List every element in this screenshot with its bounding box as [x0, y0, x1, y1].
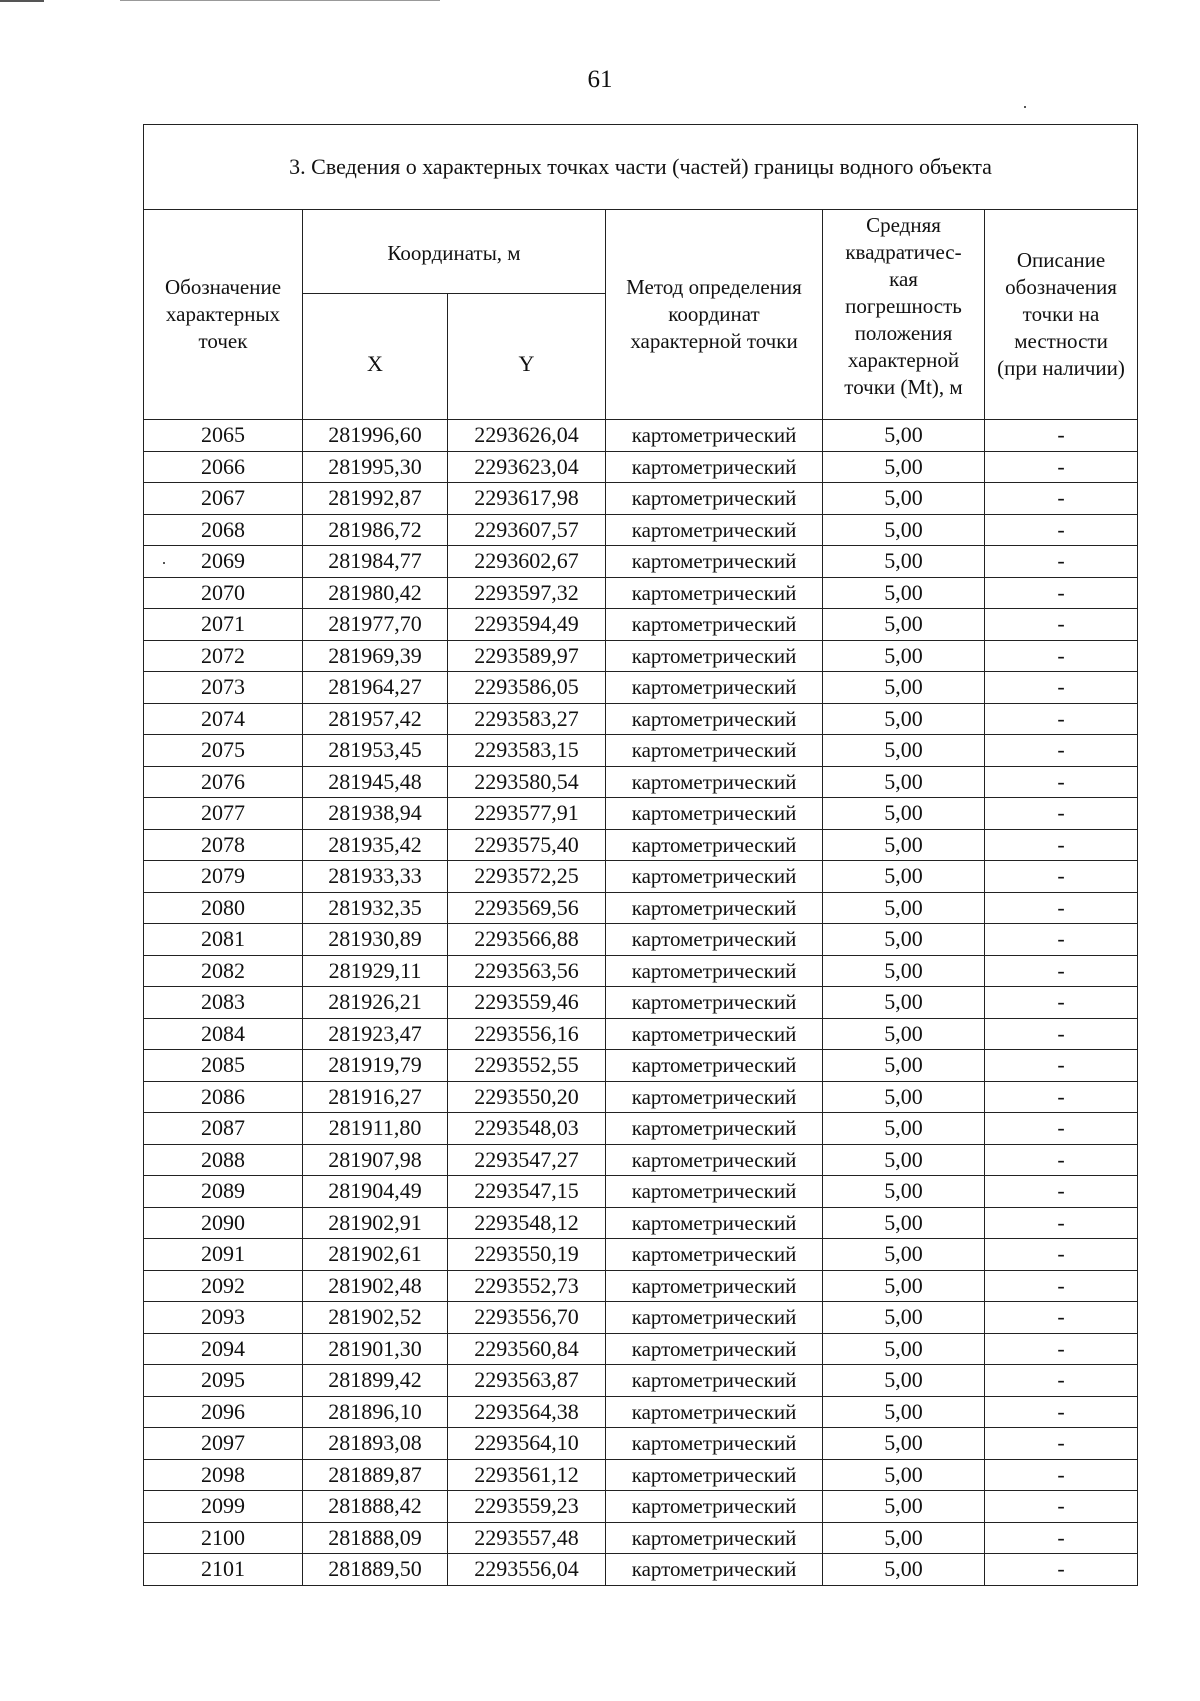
table-row [144, 1081, 1138, 1113]
method-cell: картометрический [606, 735, 823, 767]
table-title: 3. Сведения о характерных точках части (частей) границы водного объекта [144, 125, 1138, 210]
table-row [144, 672, 1138, 704]
description-cell: - [985, 1333, 1138, 1365]
y-coordinate-cell: 2293564,38 [448, 1396, 606, 1428]
x-coordinate-cell: 281929,11 [303, 955, 448, 987]
accuracy-cell: 5,00 [823, 1491, 985, 1523]
y-coordinate-cell: 2293560,84 [448, 1333, 606, 1365]
method-cell: картометрический [606, 514, 823, 546]
accuracy-cell: 5,00 [823, 1144, 985, 1176]
y-coordinate-cell: 2293617,98 [448, 483, 606, 515]
y-coordinate-cell: 2293602,67 [448, 546, 606, 578]
accuracy-cell: 5,00 [823, 1270, 985, 1302]
y-coordinate-cell: 2293563,56 [448, 955, 606, 987]
method-cell: картометрический [606, 1365, 823, 1397]
description-cell: - [985, 955, 1138, 987]
description-cell: - [985, 703, 1138, 735]
method-cell: картометрический [606, 1270, 823, 1302]
table-row [144, 1428, 1138, 1460]
accuracy-cell: 5,00 [823, 924, 985, 956]
point-cell: 2075 [144, 735, 303, 767]
scan-edge-line [0, 0, 44, 2]
boundary-points-table [143, 124, 1138, 1586]
x-coordinate-cell: 281919,79 [303, 1050, 448, 1082]
method-cell: картометрический [606, 1554, 823, 1586]
x-coordinate-cell: 281977,70 [303, 609, 448, 641]
point-cell: 2081 [144, 924, 303, 956]
description-cell: - [985, 514, 1138, 546]
description-cell: - [985, 798, 1138, 830]
y-coordinate-cell: 2293572,25 [448, 861, 606, 893]
accuracy-cell: 5,00 [823, 483, 985, 515]
table-row [144, 1459, 1138, 1491]
description-cell: - [985, 1270, 1138, 1302]
accuracy-cell: 5,00 [823, 798, 985, 830]
point-designation-header: Обозначение характерных точек [144, 210, 303, 420]
method-cell: картометрический [606, 1207, 823, 1239]
accuracy-cell: 5,00 [823, 1428, 985, 1460]
description-cell: - [985, 766, 1138, 798]
point-cell: 2100 [144, 1522, 303, 1554]
y-coordinate-cell: 2293559,46 [448, 987, 606, 1019]
description-cell: - [985, 451, 1138, 483]
point-cell: 2068 [144, 514, 303, 546]
description-cell: - [985, 577, 1138, 609]
description-cell: - [985, 1176, 1138, 1208]
x-coordinate-cell: 281980,42 [303, 577, 448, 609]
point-cell: 2091 [144, 1239, 303, 1271]
method-cell: картометрический [606, 1050, 823, 1082]
scan-dot [1024, 106, 1026, 108]
table-row [144, 577, 1138, 609]
x-coordinate-cell: 281935,42 [303, 829, 448, 861]
description-cell: - [985, 892, 1138, 924]
point-cell: 2076 [144, 766, 303, 798]
y-coordinate-cell: 2293561,12 [448, 1459, 606, 1491]
method-cell: картометрический [606, 829, 823, 861]
x-coordinate-cell: 281933,33 [303, 861, 448, 893]
y-coordinate-cell: 2293557,48 [448, 1522, 606, 1554]
point-cell: 2080 [144, 892, 303, 924]
x-coordinate-cell: 281902,48 [303, 1270, 448, 1302]
point-cell: 2088 [144, 1144, 303, 1176]
table-row [144, 1050, 1138, 1082]
accuracy-cell: 5,00 [823, 829, 985, 861]
y-coordinate-cell: 2293580,54 [448, 766, 606, 798]
description-header: Описание обозначения точки на местности (при наличии) [985, 210, 1138, 420]
table-row [144, 451, 1138, 483]
point-cell: 2071 [144, 609, 303, 641]
method-cell: картометрический [606, 1239, 823, 1271]
accuracy-cell: 5,00 [823, 1113, 985, 1145]
method-header: Метод определения координат характерной точки [606, 210, 823, 420]
table-row [144, 1239, 1138, 1271]
table-row [144, 514, 1138, 546]
description-cell: - [985, 1365, 1138, 1397]
method-cell: картометрический [606, 703, 823, 735]
method-cell: картометрический [606, 1018, 823, 1050]
table-row [144, 1365, 1138, 1397]
method-cell: картометрический [606, 798, 823, 830]
description-cell: - [985, 483, 1138, 515]
description-cell: - [985, 861, 1138, 893]
method-cell: картометрический [606, 892, 823, 924]
x-coordinate-cell: 281938,94 [303, 798, 448, 830]
table-row [144, 1333, 1138, 1365]
point-cell: 2073 [144, 672, 303, 704]
x-coordinate-cell: 281984,77 [303, 546, 448, 578]
x-coordinate-cell: 281893,08 [303, 1428, 448, 1460]
x-coordinate-cell: 281992,87 [303, 483, 448, 515]
description-cell: - [985, 1081, 1138, 1113]
table-row [144, 1144, 1138, 1176]
coordinates-header: Координаты, м [303, 210, 606, 294]
y-coordinate-cell: 2293566,88 [448, 924, 606, 956]
page-number: 61 [587, 66, 613, 93]
table-row [144, 798, 1138, 830]
accuracy-cell: 5,00 [823, 1333, 985, 1365]
accuracy-cell: 5,00 [823, 420, 985, 452]
point-cell: 2074 [144, 703, 303, 735]
table-row [144, 1554, 1138, 1586]
table-row [144, 955, 1138, 987]
method-cell: картометрический [606, 955, 823, 987]
accuracy-cell: 5,00 [823, 766, 985, 798]
point-cell: 2085 [144, 1050, 303, 1082]
y-coordinate-cell: 2293550,20 [448, 1081, 606, 1113]
point-cell: 2084 [144, 1018, 303, 1050]
accuracy-cell: 5,00 [823, 1365, 985, 1397]
description-cell: - [985, 1239, 1138, 1271]
table-row [144, 1018, 1138, 1050]
y-coordinate-cell: 2293550,19 [448, 1239, 606, 1271]
table-row [144, 892, 1138, 924]
method-cell: картометрический [606, 1081, 823, 1113]
accuracy-cell: 5,00 [823, 987, 985, 1019]
point-cell: 2096 [144, 1396, 303, 1428]
method-cell: картометрический [606, 1333, 823, 1365]
accuracy-cell: 5,00 [823, 1522, 985, 1554]
x-coordinate-cell: 281902,61 [303, 1239, 448, 1271]
y-coordinate-cell: 2293548,12 [448, 1207, 606, 1239]
accuracy-cell: 5,00 [823, 861, 985, 893]
description-cell: - [985, 1554, 1138, 1586]
x-coordinate-cell: 281888,09 [303, 1522, 448, 1554]
accuracy-header: Средняя квадратичес-кая погрешность положения характерной точки (Mt), м [823, 210, 985, 420]
description-cell: - [985, 1428, 1138, 1460]
point-cell: 2092 [144, 1270, 303, 1302]
x-coordinate-cell: 281888,42 [303, 1491, 448, 1523]
description-cell: - [985, 1050, 1138, 1082]
table-row [144, 420, 1138, 452]
x-coordinate-cell: 281930,89 [303, 924, 448, 956]
accuracy-cell: 5,00 [823, 735, 985, 767]
x-coordinate-cell: 281889,50 [303, 1554, 448, 1586]
description-cell: - [985, 672, 1138, 704]
y-coordinate-cell: 2293556,16 [448, 1018, 606, 1050]
description-cell: - [985, 1491, 1138, 1523]
point-cell: 2082 [144, 955, 303, 987]
accuracy-cell: 5,00 [823, 955, 985, 987]
x-coordinate-cell: 281995,30 [303, 451, 448, 483]
table-title-row [144, 125, 1138, 210]
method-cell: картометрический [606, 483, 823, 515]
y-coordinate-cell: 2293589,97 [448, 640, 606, 672]
accuracy-cell: 5,00 [823, 577, 985, 609]
accuracy-cell: 5,00 [823, 1207, 985, 1239]
table-row [144, 1207, 1138, 1239]
method-cell: картометрический [606, 924, 823, 956]
description-cell: - [985, 1459, 1138, 1491]
description-cell: - [985, 1113, 1138, 1145]
method-cell: картометрический [606, 1113, 823, 1145]
y-coordinate-cell: 2293583,15 [448, 735, 606, 767]
description-cell: - [985, 546, 1138, 578]
description-cell: - [985, 829, 1138, 861]
accuracy-cell: 5,00 [823, 1459, 985, 1491]
accuracy-cell: 5,00 [823, 514, 985, 546]
x-coordinate-cell: 281945,48 [303, 766, 448, 798]
x-coordinate-cell: 281996,60 [303, 420, 448, 452]
point-cell: 2087 [144, 1113, 303, 1145]
x-coordinate-cell: 281923,47 [303, 1018, 448, 1050]
x-coordinate-cell: 281916,27 [303, 1081, 448, 1113]
table-row [144, 546, 1138, 578]
y-coordinate-cell: 2293594,49 [448, 609, 606, 641]
x-header: X [303, 294, 448, 420]
x-coordinate-cell: 281964,27 [303, 672, 448, 704]
point-cell: 2066 [144, 451, 303, 483]
x-coordinate-cell: 281896,10 [303, 1396, 448, 1428]
y-coordinate-cell: 2293577,91 [448, 798, 606, 830]
point-cell: 2095 [144, 1365, 303, 1397]
x-coordinate-cell: 281957,42 [303, 703, 448, 735]
point-cell: 2069 [144, 546, 303, 578]
table-row [144, 1491, 1138, 1523]
x-coordinate-cell: 281904,49 [303, 1176, 448, 1208]
table-row [144, 1270, 1138, 1302]
method-cell: картометрический [606, 546, 823, 578]
table-row [144, 735, 1138, 767]
y-coordinate-cell: 2293564,10 [448, 1428, 606, 1460]
description-cell: - [985, 640, 1138, 672]
description-cell: - [985, 1207, 1138, 1239]
description-cell: - [985, 1302, 1138, 1334]
y-coordinate-cell: 2293559,23 [448, 1491, 606, 1523]
x-coordinate-cell: 281969,39 [303, 640, 448, 672]
x-coordinate-cell: 281986,72 [303, 514, 448, 546]
table-row [144, 1302, 1138, 1334]
accuracy-cell: 5,00 [823, 1302, 985, 1334]
table-row [144, 703, 1138, 735]
x-coordinate-cell: 281926,21 [303, 987, 448, 1019]
y-coordinate-cell: 2293607,57 [448, 514, 606, 546]
accuracy-cell: 5,00 [823, 1081, 985, 1113]
y-coordinate-cell: 2293563,87 [448, 1365, 606, 1397]
x-coordinate-cell: 281953,45 [303, 735, 448, 767]
x-coordinate-cell: 281902,91 [303, 1207, 448, 1239]
table-row [144, 924, 1138, 956]
accuracy-cell: 5,00 [823, 546, 985, 578]
table-row [144, 483, 1138, 515]
table-row [144, 1522, 1138, 1554]
accuracy-cell: 5,00 [823, 640, 985, 672]
y-header: Y [448, 294, 606, 420]
method-cell: картометрический [606, 861, 823, 893]
table-row [144, 1176, 1138, 1208]
table-row [144, 829, 1138, 861]
method-cell: картометрический [606, 1176, 823, 1208]
table-body [144, 420, 1138, 1586]
x-coordinate-cell: 281932,35 [303, 892, 448, 924]
point-cell: 2067 [144, 483, 303, 515]
point-cell: 2083 [144, 987, 303, 1019]
point-cell: 2101 [144, 1554, 303, 1586]
accuracy-cell: 5,00 [823, 703, 985, 735]
point-cell: 2079 [144, 861, 303, 893]
method-cell: картометрический [606, 609, 823, 641]
table-row [144, 1396, 1138, 1428]
accuracy-cell: 5,00 [823, 1050, 985, 1082]
method-cell: картометрический [606, 1459, 823, 1491]
accuracy-cell: 5,00 [823, 1396, 985, 1428]
description-cell: - [985, 1396, 1138, 1428]
accuracy-cell: 5,00 [823, 1239, 985, 1271]
table-header-row [144, 210, 1138, 294]
description-cell: - [985, 924, 1138, 956]
description-cell: - [985, 735, 1138, 767]
y-coordinate-cell: 2293575,40 [448, 829, 606, 861]
method-cell: картометрический [606, 1302, 823, 1334]
method-cell: картометрический [606, 987, 823, 1019]
y-coordinate-cell: 2293569,56 [448, 892, 606, 924]
accuracy-cell: 5,00 [823, 1176, 985, 1208]
x-coordinate-cell: 281899,42 [303, 1365, 448, 1397]
scan-edge-line [120, 0, 440, 1]
point-cell: 2086 [144, 1081, 303, 1113]
description-cell: - [985, 1018, 1138, 1050]
x-coordinate-cell: 281901,30 [303, 1333, 448, 1365]
x-coordinate-cell: 281889,87 [303, 1459, 448, 1491]
method-cell: картометрический [606, 1522, 823, 1554]
point-cell: 2097 [144, 1428, 303, 1460]
table-row [144, 861, 1138, 893]
method-cell: картометрический [606, 420, 823, 452]
point-cell: 2070 [144, 577, 303, 609]
method-cell: картометрический [606, 1144, 823, 1176]
y-coordinate-cell: 2293597,32 [448, 577, 606, 609]
point-cell: 2098 [144, 1459, 303, 1491]
accuracy-cell: 5,00 [823, 892, 985, 924]
description-cell: - [985, 987, 1138, 1019]
point-cell: 2089 [144, 1176, 303, 1208]
y-coordinate-cell: 2293552,73 [448, 1270, 606, 1302]
method-cell: картометрический [606, 577, 823, 609]
y-coordinate-cell: 2293547,27 [448, 1144, 606, 1176]
point-cell: 2099 [144, 1491, 303, 1523]
description-cell: - [985, 420, 1138, 452]
accuracy-cell: 5,00 [823, 1554, 985, 1586]
table-row [144, 766, 1138, 798]
point-cell: 2065 [144, 420, 303, 452]
table-row [144, 609, 1138, 641]
accuracy-cell: 5,00 [823, 672, 985, 704]
y-coordinate-cell: 2293626,04 [448, 420, 606, 452]
point-cell: 2072 [144, 640, 303, 672]
y-coordinate-cell: 2293548,03 [448, 1113, 606, 1145]
table-row [144, 1113, 1138, 1145]
method-cell: картометрический [606, 1428, 823, 1460]
method-cell: картометрический [606, 672, 823, 704]
y-coordinate-cell: 2293547,15 [448, 1176, 606, 1208]
point-cell: 2094 [144, 1333, 303, 1365]
y-coordinate-cell: 2293556,70 [448, 1302, 606, 1334]
table-row [144, 987, 1138, 1019]
x-coordinate-cell: 281907,98 [303, 1144, 448, 1176]
point-cell: 2090 [144, 1207, 303, 1239]
accuracy-cell: 5,00 [823, 1018, 985, 1050]
description-cell: - [985, 1144, 1138, 1176]
y-coordinate-cell: 2293552,55 [448, 1050, 606, 1082]
method-cell: картометрический [606, 640, 823, 672]
description-cell: - [985, 1522, 1138, 1554]
point-cell: 2078 [144, 829, 303, 861]
accuracy-cell: 5,00 [823, 609, 985, 641]
method-cell: картометрический [606, 451, 823, 483]
y-coordinate-cell: 2293556,04 [448, 1554, 606, 1586]
x-coordinate-cell: 281911,80 [303, 1113, 448, 1145]
y-coordinate-cell: 2293583,27 [448, 703, 606, 735]
accuracy-cell: 5,00 [823, 451, 985, 483]
point-cell: 2077 [144, 798, 303, 830]
table-row [144, 640, 1138, 672]
y-coordinate-cell: 2293586,05 [448, 672, 606, 704]
method-cell: картометрический [606, 1396, 823, 1428]
method-cell: картометрический [606, 1491, 823, 1523]
point-cell: 2093 [144, 1302, 303, 1334]
y-coordinate-cell: 2293623,04 [448, 451, 606, 483]
x-coordinate-cell: 281902,52 [303, 1302, 448, 1334]
method-cell: картометрический [606, 766, 823, 798]
description-cell: - [985, 609, 1138, 641]
